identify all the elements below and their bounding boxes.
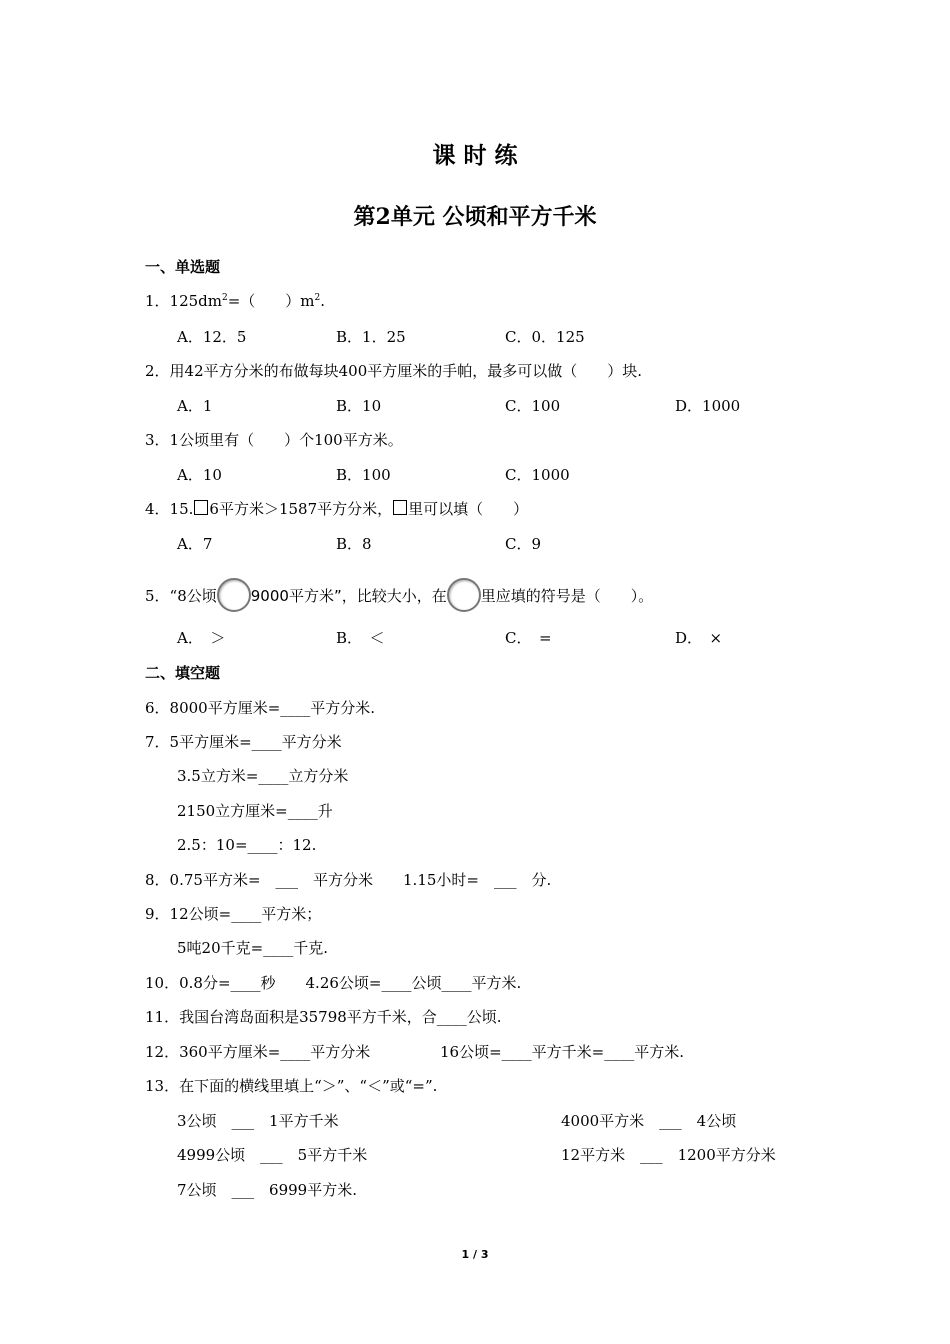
q13-item-1: 3公顷 ___ 1平方千米 [177, 1112, 339, 1130]
q13-item-2: 4000平方米 ___ 4公顷 [561, 1112, 737, 1130]
question-5 [145, 578, 653, 612]
q2-option-a: A．1 [177, 397, 213, 415]
question-4 [145, 498, 528, 519]
q5-stem-c: 里应填的符号是（ ）。 [480, 587, 654, 605]
blank-circle-icon [217, 578, 251, 612]
q1-option-a: A．12．5 [177, 328, 247, 346]
q1-sup-2: 2 [314, 293, 321, 303]
section-single-choice: 一、单选题 [145, 258, 221, 276]
q5-stem-a: 5．“8公顷 [145, 587, 217, 605]
q1-option-c: C．0．125 [505, 328, 585, 346]
q4-option-a: A．7 [177, 535, 213, 553]
q4-option-b: B．8 [336, 535, 372, 553]
question-7-line-3: 2150立方厘米=____升 [177, 802, 333, 820]
question-12-part-a: 12．360平方厘米=____平方分米 [145, 1043, 371, 1061]
q5-stem-b: 9000平方米”，比较大小，在 [250, 587, 447, 605]
blank-circle-icon [447, 578, 481, 612]
blank-box-icon [393, 500, 407, 515]
q5-option-a: A． ＞ [177, 629, 226, 647]
q13-item-5: 7公顷 ___ 6999平方米. [177, 1181, 357, 1199]
blank-box-icon [194, 500, 208, 515]
q13-item-4: 12平方米 ___ 1200平方分米 [561, 1146, 776, 1164]
q4-stem-c: 里可以填（ ） [408, 500, 529, 518]
question-7-line-1: 7．5平方厘米=____平方分米 [145, 733, 342, 751]
q4-stem-a: 4．15. [145, 500, 194, 518]
q5-option-b: B． ＜ [336, 629, 385, 647]
q1-option-b: B．1．25 [336, 328, 406, 346]
question-10: 10．0.8分=____秒 4.26公顷=____公顷____平方米. [145, 974, 522, 992]
q3-option-c: C．1000 [505, 466, 570, 484]
page-number: 1 / 3 [461, 1248, 489, 1261]
question-8: 8．0.75平方米= ___ 平方分米 1.15小时= ___ 分. [145, 871, 552, 889]
q1-sup-1: 2 [222, 293, 228, 303]
question-9-line-2: 5吨20千克=____千克. [177, 939, 328, 957]
question-13: 13．在下面的横线里填上“＞”、“＜”或“=”. [145, 1077, 438, 1095]
q2-option-c: C．100 [505, 397, 561, 415]
question-3: 3．1公顷里有（ ）个100平方米。 [145, 431, 403, 449]
q1-stem-b: =（ ）m [227, 292, 315, 310]
page-title: 课 时 练 [432, 142, 518, 169]
q1-stem-c: . [320, 292, 326, 310]
question-1 [145, 290, 325, 311]
question-2: 2．用42平方分米的布做每块400平方厘米的手帕，最多可以做（ ）块. [145, 362, 643, 380]
q1-stem-a: 1．125dm [145, 292, 222, 310]
page-subtitle: 第2单元 公顷和平方千米 [353, 204, 597, 230]
q2-option-b: B．10 [336, 397, 382, 415]
q3-option-b: B．100 [336, 466, 391, 484]
q4-stem-b: 6平方米＞1587平方分米， [209, 500, 393, 518]
question-7-line-4: 2.5：10=____：12. [177, 836, 317, 854]
q4-option-c: C．9 [505, 535, 542, 553]
question-11: 11．我国台湾岛面积是35798平方千米，合____公顷. [145, 1008, 502, 1026]
q5-option-d: D． × [675, 629, 723, 647]
q13-item-3: 4999公顷 ___ 5平方千米 [177, 1146, 368, 1164]
q3-option-a: A．10 [177, 466, 222, 484]
q2-option-d: D．1000 [675, 397, 741, 415]
section-fill-in: 二、填空题 [145, 664, 221, 682]
question-12-part-b: 16公顷=____平方千米=____平方米. [440, 1043, 684, 1061]
question-9-line-1: 9．12公顷=____平方米； [145, 905, 322, 923]
question-7-line-2: 3.5立方米=____立方分米 [177, 767, 349, 785]
question-6: 6．8000平方厘米=____平方分米. [145, 699, 376, 717]
q5-option-c: C． = [505, 629, 552, 647]
